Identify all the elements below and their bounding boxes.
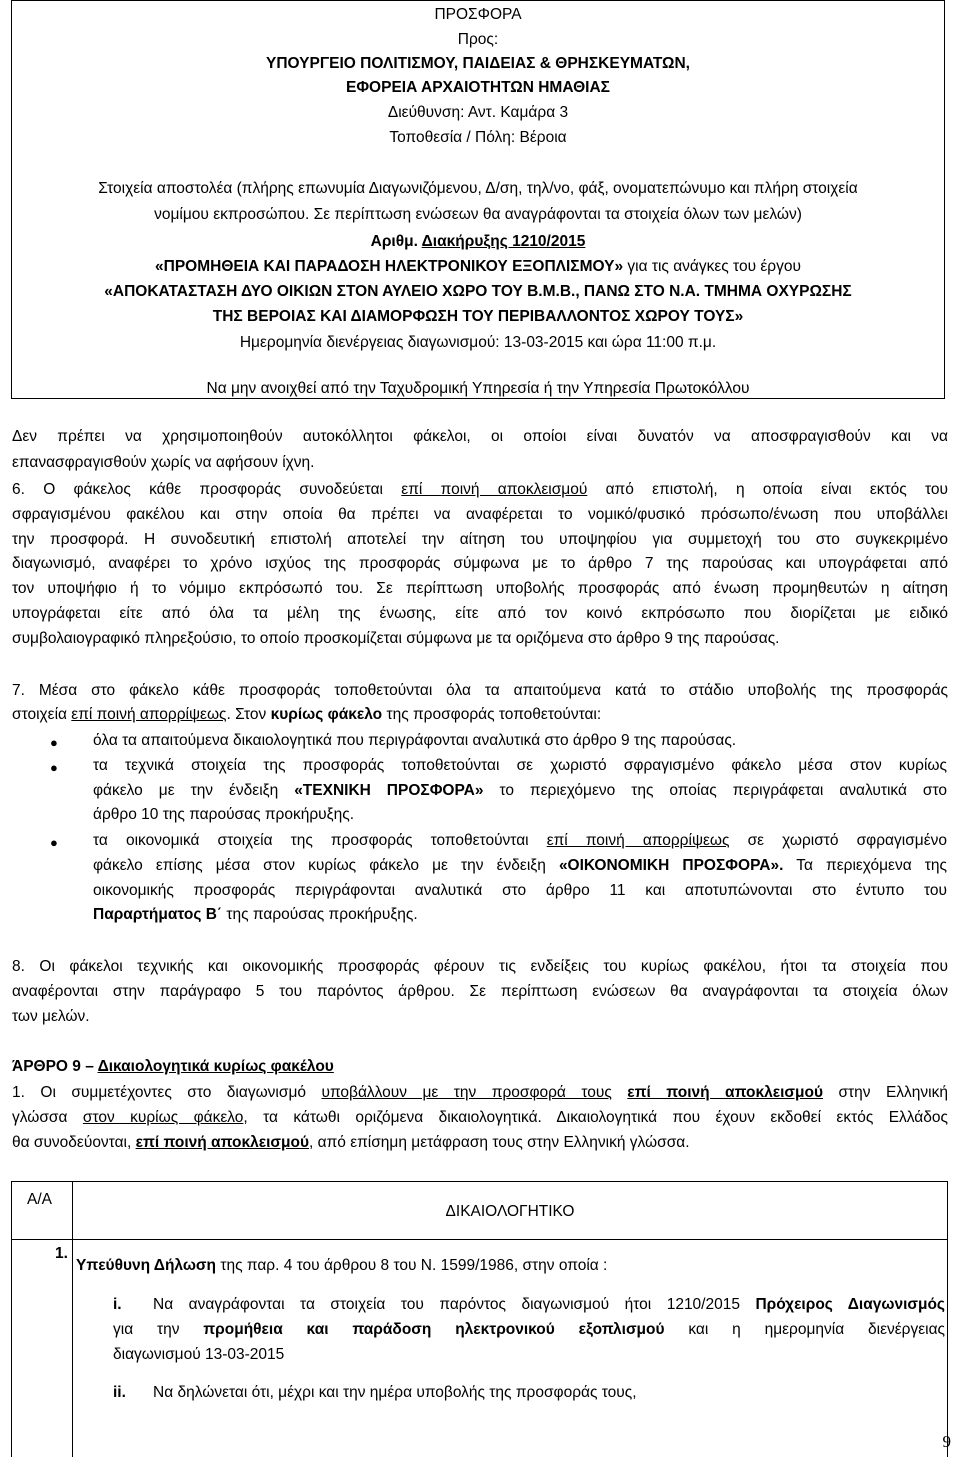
- table-column-divider: [72, 1181, 73, 1457]
- table-border-left: [11, 1181, 12, 1457]
- bullet-3-line-1: τα οικονομικά στοιχεία της προσφοράς τοποθετούνται επί ποινή απορρίψεως σε χωριστό σφραγισμένο: [93, 832, 947, 849]
- paragraph-6-line-7: συμβολαιογραφικό πληρεξούσιο, το οποίο προσκομίζεται σύμφωνα με τα οριζόμενα στο άρθρο 9 της παρούσας.: [12, 630, 780, 647]
- item-i-line-1: Να αναγράφονται τα στοιχεία του παρόντος διαγωνισμού ήτοι 1210/2015 Πρόχειρος Διαγωνισμός: [153, 1296, 945, 1313]
- paragraph-6-line-4: διαγωνισμό, αναφέρει το χρόνο ισχύος της προσφοράς σύμφωνα με το άρθρο 7 της παρούσας και υπογράφεται από: [12, 555, 948, 572]
- bullet-3-line-3: οικονομικής προσφοράς περιγράφονται αναλυτικά στο άρθρο 11 και αποτυπώνονται στο έντυπο του: [93, 882, 947, 899]
- bullet-icon: ●: [50, 835, 58, 850]
- item-i-number: i.: [113, 1296, 122, 1313]
- tender-date: Ημερομηνία διενέργειας διαγωνισμού: 13-03-2015 και ώρα 11:00 π.μ.: [239, 334, 717, 351]
- item-ii-text: Να δηλώνεται ότι, μέχρι και την ημέρα υποβολής της προσφοράς τους,: [153, 1384, 637, 1401]
- bullet-2-line-1: τα τεχνικά στοιχεία της προσφοράς τοποθετούνται σε χωριστό σφραγισμένο φάκελο μέσα στον κυρίως: [93, 757, 947, 774]
- table-border-right: [947, 1181, 948, 1457]
- authority-line-1: ΥΠΟΥΡΓΕΙΟ ΠΟΛΙΤΙΣΜΟΥ, ΠΑΙΔΕΙΑΣ & ΘΡΗΣΚΕΥΜΑΤΩΝ,: [266, 55, 690, 72]
- recipient-label: Προς:: [457, 31, 499, 48]
- table-header-divider: [11, 1239, 948, 1240]
- item-i-line-2: για την προμήθεια και παράδοση ηλεκτρονικού εξοπλισμού και η ημερομηνία διενέργειας: [113, 1321, 945, 1338]
- sender-details-line-1: Στοιχεία αποστολέα (πλήρης επωνυμία Διαγωνιζόμενου, Δ/ση, τηλ/νο, φάξ, ονοματεπώνυμο και πλήρη στοιχεία: [98, 180, 858, 197]
- article-9-line-3: θα συνοδεύονται, επί ποινή αποκλεισμού, από επίσημη μετάφραση τους στην Ελληνική γλώσσα.: [12, 1134, 690, 1151]
- bullet-3-line-4: Παραρτήματος Β΄ της παρούσας προκήρυξης.: [93, 906, 418, 923]
- bullet-1-text: όλα τα απαιτούμενα δικαιολογητικά που περιγράφονται αναλυτικά στο άρθρο 9 της παρούσας.: [93, 732, 737, 749]
- paragraph-adhesive-line-2: επανασφραγισθούν χωρίς να αφήσουν ίχνη.: [12, 454, 315, 471]
- paragraph-8-line-1: 8. Οι φάκελοι τεχνικής και οικονομικής προσφοράς φέρουν τις ενδείξεις του κυρίως φακέλου, ήτοι τα στοιχεία που: [12, 958, 948, 975]
- bullet-icon: ●: [50, 760, 58, 775]
- paragraph-8-line-3: των μελών.: [12, 1008, 90, 1025]
- paragraph-6-line-5: τον υποψήφιο ή το νόμιμο εκπρόσωπό του. Σε περίπτωση υποβολής προσφοράς από ένωση προμηθευτών η αίτηση: [12, 580, 948, 597]
- table-header-number: Α/Α: [27, 1191, 52, 1208]
- article-9-line-1: 1. Οι συμμετέχοντες στο διαγωνισμό υποβάλλουν με την προσφορά τους επί ποινή αποκλεισμού στην Ελληνική: [12, 1084, 948, 1101]
- authority-line-2: ΕΦΟΡΕΙΑ ΑΡΧΑΙΟΤΗΤΩΝ ΗΜΑΘΙΑΣ: [346, 79, 610, 96]
- do-not-open-notice: Να μην ανοιχθεί από την Ταχυδρομική Υπηρεσία ή την Υπηρεσία Πρωτοκόλλου: [206, 380, 750, 397]
- paragraph-7-line-1: 7. Μέσα στο φάκελο κάθε προσφοράς τοποθετούνται όλα τα απαιτούμενα κατά το στάδιο υποβολής της προσφοράς: [12, 682, 948, 699]
- article-9-line-2: γλώσσα στον κυρίως φάκελο, τα κάτωθι οριζόμενα δικαιολογητικά. Δικαιολογητικά που έχουν εκδοθεί εκτός Ελλάδος: [12, 1109, 948, 1126]
- bullet-3-line-2: φάκελο επίσης μέσα στον κυρίως φάκελο με την ένδειξη «ΟΙΚΟΝΟΜΙΚΗ ΠΡΟΣΦΟΡΑ». Τα περιεχόμενα της: [93, 857, 947, 874]
- paragraph-6-line-6: υπογράφεται είτε από όλα τα μέλη της ένωσης, είτε από τον κοινό εκπρόσωπο που διορίζεται με ειδικό: [12, 605, 948, 622]
- table-header-document: ΔΙΚΑΙΟΛΟΓΗΤΙΚΟ: [445, 1203, 575, 1220]
- paragraph-6-line-3: την προσφορά. Η συνοδευτική επιστολή αποτελεί την αίτηση του υποψηφίου για συμμετοχή του στο συγκεκριμένο: [12, 531, 948, 548]
- row-1-title: Υπεύθυνη Δήλωση της παρ. 4 του άρθρου 8 του Ν. 1599/1986, στην οποία :: [76, 1257, 608, 1274]
- project-line-3: ΤΗΣ ΒΕΡΟΙΑΣ ΚΑΙ ΔΙΑΜΟΡΦΩΣΗ ΤΟΥ ΠΕΡΙΒΑΛΛΟΝΤΟΣ ΧΩΡΟΥ ΤΟΥΣ»: [212, 308, 744, 325]
- project-line-2: «ΑΠΟΚΑΤΑΣΤΑΣΗ ΔΥΟ ΟΙΚΙΩΝ ΣΤΟΝ ΑΥΛΕΙΟ ΧΩΡΟ ΤΟΥ Β.Μ.Β., ΠΑΝΩ ΣΤΟ Ν.Α. ΤΜΗΜΑ ΟΧΥΡΩΣΗΣ: [104, 283, 852, 300]
- bullet-2-line-2: φάκελο με την ένδειξη «ΤΕΧΝΙΚΗ ΠΡΟΣΦΟΡΑ» το περιεχόμενο της οποίας περιγράφεται αναλυτικά στο: [93, 782, 947, 799]
- paragraph-7-line-2: στοιχεία επί ποινή απορρίψεως. Στον κυρίως φάκελο της προσφοράς τοποθετούνται:: [12, 706, 602, 723]
- sender-details-line-2: νομίμου εκπροσώπου. Σε περίπτωση ενώσεων θα αναγράφονται τα στοιχεία όλων των μελών): [154, 206, 802, 223]
- city: Τοποθεσία / Πόλη: Βέροια: [389, 129, 567, 146]
- bullet-2-line-3: άρθρο 10 της παρούσας προκήρυξης.: [93, 806, 354, 823]
- offer-title: ΠΡΟΣΦΟΡΑ: [434, 6, 522, 23]
- item-ii-number: ii.: [113, 1384, 126, 1401]
- page-number: 9: [942, 1432, 951, 1451]
- item-i-line-3: διαγωνισμού 13-03-2015: [113, 1346, 285, 1363]
- paragraph-8-line-2: αναφέρονται στην παράγραφο 5 του παρόντος άρθρου. Σε περίπτωση ενώσεων θα αναγράφονται τα στοιχεία όλων: [12, 983, 948, 1000]
- tender-number: Αριθμ. Διακήρυξης 1210/2015: [370, 233, 586, 250]
- bullet-icon: ●: [50, 735, 58, 750]
- table-border-top: [11, 1181, 948, 1182]
- row-1-number: 1.: [55, 1245, 68, 1262]
- article-9-heading: ΆΡΘΡΟ 9 – Δικαιολογητικά κυρίως φακέλου: [12, 1058, 334, 1075]
- paragraph-6-line-1: 6. Ο φάκελος κάθε προσφοράς συνοδεύεται επί ποινή αποκλεισμού από επιστολή, η οποία είναι εκτός του: [12, 481, 948, 498]
- address: Διεύθυνση: Αντ. Καμάρα 3: [387, 104, 569, 121]
- paragraph-6-line-2: σφραγισμένου φακέλου και στην οποία θα πρέπει να αναφέρεται το νομικό/φυσικό πρόσωπο/ένωση που υποβάλλει: [12, 506, 948, 523]
- project-line-1: «ΠΡΟΜΗΘΕΙΑ ΚΑΙ ΠΑΡΑΔΟΣΗ ΗΛΕΚΤΡΟΝΙΚΟΥ ΕΞΟΠΛΙΣΜΟΥ» για τις ανάγκες του έργου: [155, 258, 801, 275]
- paragraph-adhesive-line-1: Δεν πρέπει να χρησιμοποιηθούν αυτοκόλλητοι φάκελοι, οι οποίοι είναι δυνατόν να αποσφραγισθούν και να: [12, 428, 948, 445]
